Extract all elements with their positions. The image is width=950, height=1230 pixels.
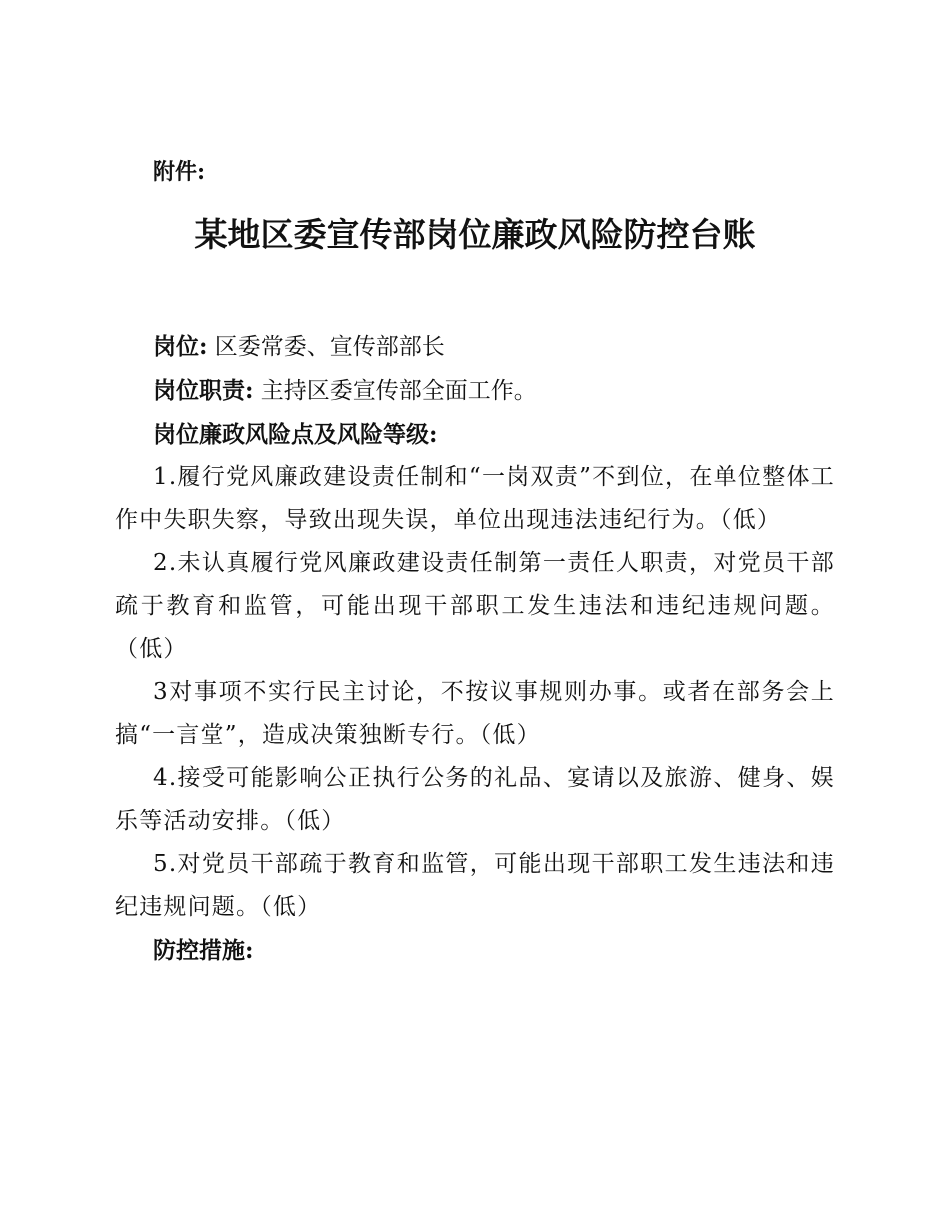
risk-heading: 岗位廉政风险点及风险等级: xyxy=(153,421,438,448)
risk-item: 2.未认真履行党风廉政建设责任制第一责任人职责，对党员干部疏于教育和监管，可能出现干部职工发生违法和违纪违规问题。（低） xyxy=(115,550,835,662)
position-value: 区委常委、宣传部部长 xyxy=(207,334,445,360)
duties-label: 岗位职责: xyxy=(153,377,254,404)
risk-item: 5.对党员干部疏于教育和监管，可能出现干部职工发生违法和违纪违规问题。（低） xyxy=(115,851,835,920)
duties-line xyxy=(115,369,835,413)
document-body xyxy=(115,325,835,972)
duties-value: 主持区委宣传部全面工作。 xyxy=(253,378,537,404)
risk-item: 4.接受可能影响公正执行公务的礼品、宴请以及旅游、健身、娱乐等活动安排。（低） xyxy=(115,765,835,834)
risk-item: 3对事项不实行民主讨论，不按议事规则办事。或者在部务会上搞“一言堂”，造成决策独断专行。（低） xyxy=(115,679,835,748)
position-label: 岗位: xyxy=(153,333,208,360)
document-title: 某地区委宣传部岗位廉政风险防控台账 xyxy=(194,215,756,254)
risk-item: 1.履行党风廉政建设责任制和“一岗双责”不到位，在单位整体工作中失职失察，导致出现失误，单位出现违法违纪行为。（低） xyxy=(115,464,835,533)
attachment-label: 附件: xyxy=(153,159,206,185)
measures-heading: 防控措施: xyxy=(153,937,254,964)
position-line xyxy=(115,325,835,369)
